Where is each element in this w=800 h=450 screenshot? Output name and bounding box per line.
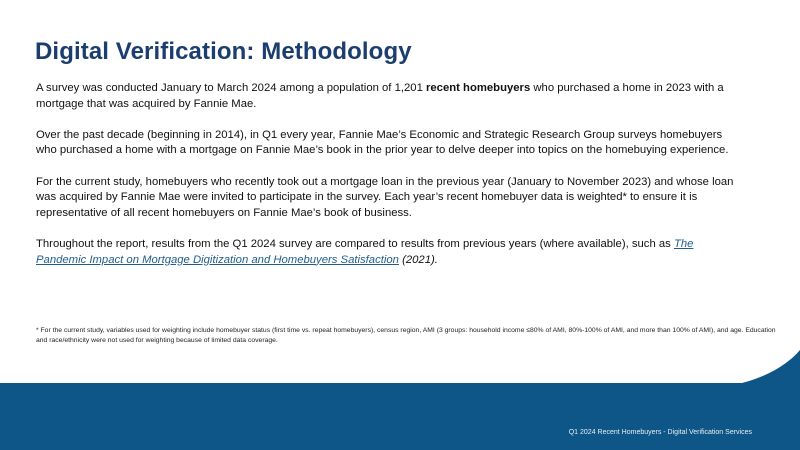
paragraph-history: Over the past decade (beginning in 2014), in Q1 every year, Fannie Mae’s Economic and Strategic Research Group surveys homebuyers who purchased a home with a mortgage on Fannie Mae’s book in the prior year to delve deeper into topics on the homebuying experience. bbox=[36, 128, 729, 157]
paragraph-survey-intro-tail: who purchased a home in 2023 with a mortgage that was acquired by Fannie Mae. bbox=[36, 82, 724, 110]
weighting-footnote: * For the current study, variables used for weighting include homebuyer status (first time vs. repeat homebuyers), census region, AMI (3 groups: household income ≤80% of AMI, 80%-100% of AMI, and more than 100% of AMI), and age. Education and race/ethnicity were not used for weighting because of limited data coverage. bbox=[36, 327, 776, 344]
paragraph-comparison-text: Throughout the report, results from the Q1 2024 survey are compared to results from previous years (where available), such as bbox=[36, 237, 674, 250]
paragraph-survey-intro-text: A survey was conducted January to March 2024 among a population of 1,201 bbox=[36, 82, 426, 94]
footer-caption: Q1 2024 Recent Homebuyers - Digital Verification Services bbox=[568, 429, 752, 436]
slide-title: Digital Verification: Methodology bbox=[35, 38, 412, 65]
paragraph-current-study: For the current study, homebuyers who recently took out a mortgage loan in the previous year (January to November 2023) and whose loan was acquired by Fannie Mae were invited to participate in the survey. Each year’s recent homebuyer data is weighted* to ensure it is representative of all recent homebuyers on Fannie Mae’s book of business. bbox=[36, 175, 734, 219]
paragraph-comparison-year: (2021). bbox=[398, 253, 438, 266]
recent-homebuyers-emphasis: recent homebuyers bbox=[426, 82, 531, 94]
pandemic-report-link[interactable]: The Pandemic Impact on Mortgage Digitization and Homebuyers Satisfaction bbox=[36, 237, 694, 266]
